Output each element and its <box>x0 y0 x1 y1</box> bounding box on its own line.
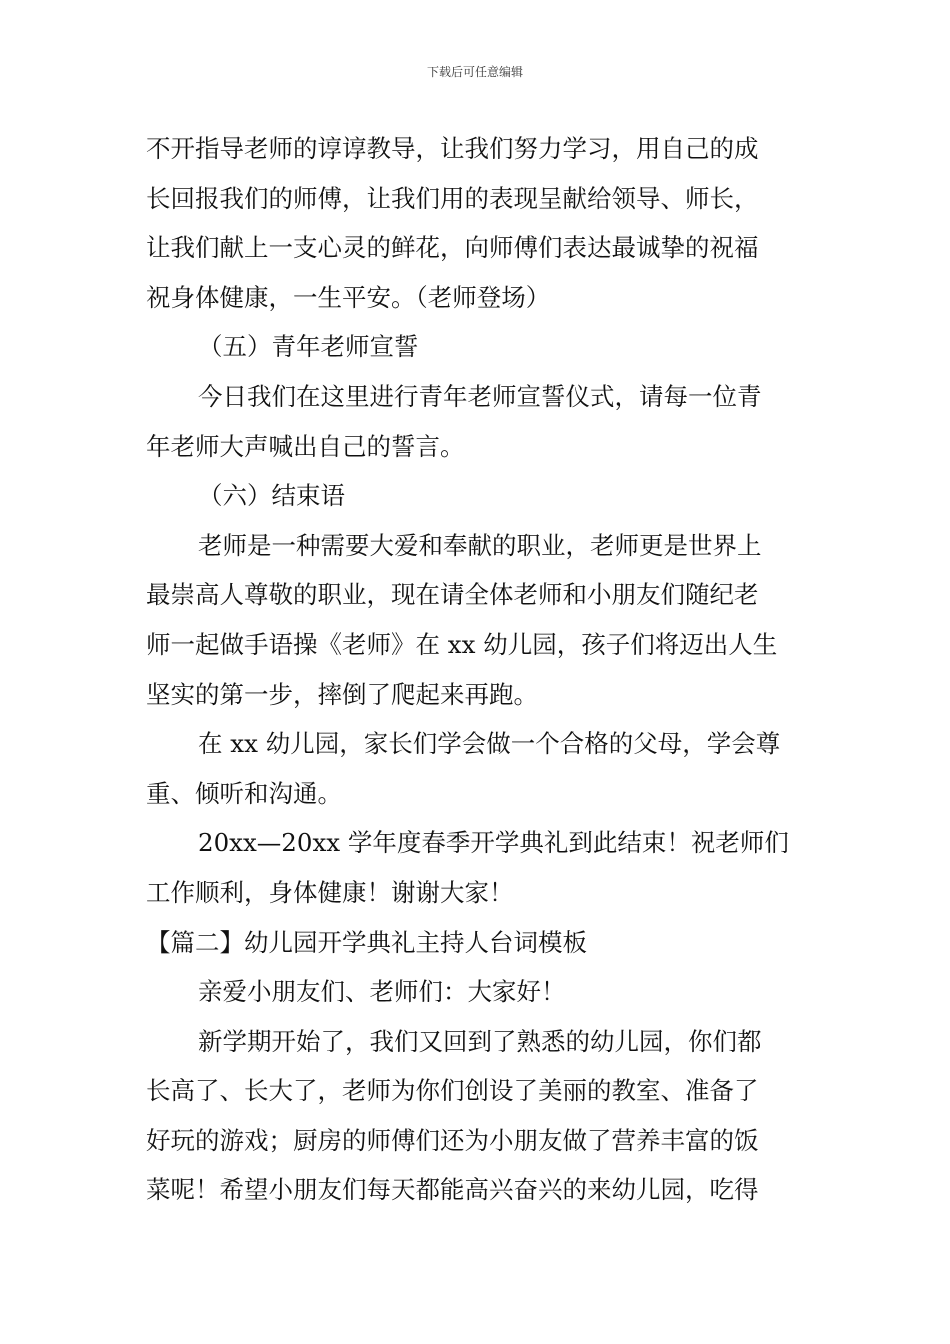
text-line: 长高了、长大了，老师为你们创设了美丽的教室、准备了 <box>146 1076 759 1106</box>
text-line: 在 xx 幼儿园，家长们学会做一个合格的父母，学会尊 <box>198 729 781 759</box>
text-line: 长回报我们的师傅，让我们用的表现呈献给领导、师长， <box>146 183 759 213</box>
page-header: 下载后可任意编辑 <box>426 65 523 79</box>
text-line: 亲爱小朋友们、老师们：大家好！ <box>198 977 566 1007</box>
text-line: 年老师大声喊出自己的誓言。 <box>146 431 465 461</box>
section-heading: （五）青年老师宣誓 <box>198 332 419 362</box>
text-line: 工作顺利，身体健康！谢谢大家！ <box>146 877 514 907</box>
document-body <box>146 124 806 1215</box>
text-line: 菜呢！希望小朋友们每天都能高兴奋兴的来幼儿园，吃得 <box>146 1175 759 1205</box>
text-line: 今日我们在这里进行青年老师宣誓仪式，请每一位青 <box>198 381 762 411</box>
text-line: 最崇高人尊敬的职业，现在请全体老师和小朋友们随纪老 <box>146 580 759 610</box>
text-line: 20xx—20xx 学年度春季开学典礼到此结束！祝老师们 <box>198 828 789 858</box>
section-heading: （六）结束语 <box>198 481 345 511</box>
text-line: 不开指导老师的谆谆教导，让我们努力学习，用自己的成 <box>146 134 759 163</box>
text-line: 重、倾听和沟通。 <box>146 778 342 808</box>
text-line: 老师是一种需要大爱和奉献的职业，老师更是世界上 <box>198 530 762 560</box>
text-line: 祝身体健康，一生平安。（老师登场） <box>146 282 551 312</box>
chapter-heading: 【篇二】幼儿园开学典礼主持人台词模板 <box>146 927 587 957</box>
text-line: 坚实的第一步，摔倒了爬起来再跑。 <box>146 679 538 709</box>
text-line: 师一起做手语操《老师》在 xx 幼儿园，孩子们将迈出人生 <box>146 629 778 659</box>
text-line: 新学期开始了，我们又回到了熟悉的幼儿园，你们都 <box>198 1026 762 1056</box>
text-line: 让我们献上一支心灵的鲜花，向师傅们表达最诚挚的祝福 <box>146 233 759 263</box>
text-line: 好玩的游戏；厨房的师傅们还为小朋友做了营养丰富的饭 <box>146 1125 759 1155</box>
